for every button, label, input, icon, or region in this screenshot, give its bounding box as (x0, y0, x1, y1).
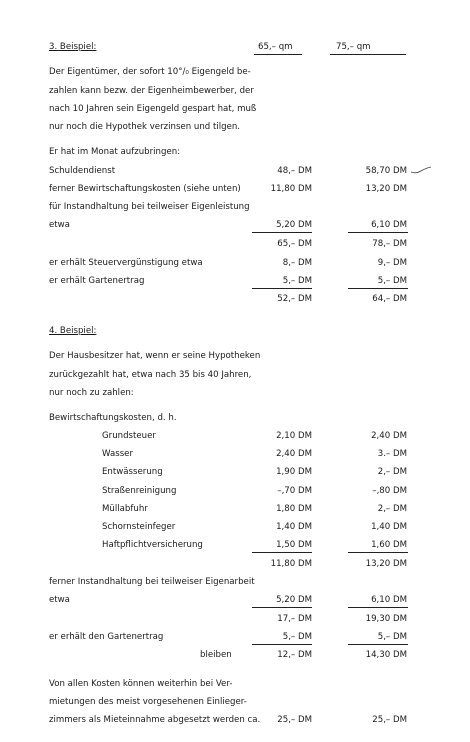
closing-v1: 25,– DM (277, 715, 312, 725)
sum-rule (252, 644, 312, 645)
sum-rule (252, 552, 312, 553)
cost-item-label: Entwässerung (102, 467, 163, 477)
remain-v1: 12,– DM (277, 650, 312, 660)
ex3-row-label: er erhält Steuervergünstigung etwa (49, 258, 203, 268)
cost-item-label: Straßenreinigung (102, 486, 177, 496)
ex3-intro-line-1: Der Eigentümer, der sofort 10°/₀ Eigengeld be- (49, 67, 251, 77)
ex3-row-label: ferner Bewirtschaftungskosten (siehe unten) (49, 184, 241, 194)
ex3-intro-line-2: zahlen kann bezw. der Eigenheimbewerber, der (49, 86, 254, 96)
ex3-intro-line-4: nur noch die Hypothek verzinsen und tilgen. (49, 122, 241, 132)
garden-v1: 5,– DM (282, 632, 312, 642)
cost-item-v1: 2,40 DM (276, 449, 312, 459)
cost-item-v1: 1,50 DM (276, 540, 312, 550)
ex4-intro-line-1: Der Hausbesitzer hat, wenn er seine Hypotheken (49, 351, 261, 361)
cost-item-v2: –,80 DM (372, 486, 407, 496)
ex3-row-label: Schuldendienst (49, 166, 116, 176)
subtotal-v2: 13,20 DM (365, 559, 407, 569)
example3-heading: 3. Beispiel: (49, 42, 97, 52)
maintenance-v1: 5,20 DM (276, 595, 312, 605)
closing-line-3: zimmers als Mieteinnahme abgesetzt werden ca. (49, 715, 261, 725)
garden-v2: 5,– DM (377, 632, 407, 642)
ex3-row-v2: 64,– DM (372, 294, 407, 304)
ex3-row-v1: 52,– DM (277, 294, 312, 304)
cost-item-v2: 2,40 DM (371, 431, 407, 441)
cost-item-v1: 1,40 DM (276, 522, 312, 532)
ex3-row-label: für Instandhaltung bei teilweiser Eigenleistung (49, 202, 250, 212)
maintenance-label-2: etwa (49, 595, 70, 605)
sum-rule (348, 232, 408, 233)
ex3-monthly-label: Er hat im Monat aufzubringen: (49, 147, 181, 157)
remain-v2: 14,30 DM (365, 650, 407, 660)
cost-item-label: Haftpflichtversicherung (102, 540, 203, 550)
cost-item-v2: 3.– DM (377, 449, 407, 459)
sum-rule (348, 644, 408, 645)
column-header-75qm: 75,– qm (336, 42, 371, 52)
ex3-row-v2: 5,– DM (377, 276, 407, 286)
ex3-row-v2: 6,10 DM (371, 220, 407, 230)
sum-rule (252, 288, 312, 289)
cost-item-label: Schornsteinfeger (102, 522, 176, 532)
cost-item-v1: 2,10 DM (276, 431, 312, 441)
sum-rule (348, 607, 408, 608)
cost-item-v1: 1,90 DM (276, 467, 312, 477)
total-v2: 19,30 DM (365, 614, 407, 624)
closing-line-2: mietungen des meist vorgesehenen Einlieger- (49, 697, 247, 707)
sum-rule (252, 607, 312, 608)
maintenance-v2: 6,10 DM (371, 595, 407, 605)
ex3-row-v2: 9,– DM (377, 258, 407, 268)
header-rule-1 (254, 54, 302, 55)
ex3-row-v1: 5,20 DM (276, 220, 312, 230)
cost-item-v1: 1,80 DM (276, 504, 312, 514)
cost-item-v1: –,70 DM (277, 486, 312, 496)
garden-label: er erhält den Gartenertrag (49, 632, 164, 642)
remain-label: bleiben (200, 650, 232, 660)
cost-item-v2: 2,– DM (377, 504, 407, 514)
subtotal-v1: 11,80 DM (270, 559, 312, 569)
column-header-65qm: 65,– qm (258, 42, 293, 52)
maintenance-label-1: ferner Instandhaltung bei teilweiser Eigenarbeit (49, 577, 255, 587)
closing-v2: 25,– DM (372, 715, 407, 725)
ex3-row-v2: 58,70 DM (365, 166, 407, 176)
cost-item-label: Wasser (102, 449, 133, 459)
cost-item-label: Grundsteuer (102, 431, 156, 441)
ex4-intro-line-2: zurückgezahlt hat, etwa nach 35 bis 40 Jahren, (49, 370, 252, 380)
closing-line-1: Von allen Kosten können weiterhin bei Ver- (49, 679, 233, 689)
ex4-costs-label: Bewirtschaftungskosten, d. h. (49, 413, 177, 423)
cost-item-v2: 2,– DM (377, 467, 407, 477)
ex3-row-v2: 78,– DM (372, 239, 407, 249)
ex3-row-v1: 5,– DM (282, 276, 312, 286)
check-mark-icon (410, 165, 432, 175)
ex3-row-v1: 11,80 DM (270, 184, 312, 194)
header-rule-2 (330, 54, 406, 55)
cost-item-v2: 1,60 DM (371, 540, 407, 550)
ex3-row-label: er erhält Gartenertrag (49, 276, 145, 286)
ex3-row-label: etwa (49, 220, 70, 230)
sum-rule (348, 552, 408, 553)
cost-item-v2: 1,40 DM (371, 522, 407, 532)
total-v1: 17,– DM (277, 614, 312, 624)
ex3-row-v1: 8,– DM (282, 258, 312, 268)
sum-rule (348, 288, 408, 289)
example4-heading: 4. Beispiel: (49, 326, 97, 336)
sum-rule (252, 232, 312, 233)
ex3-intro-line-3: nach 10 Jahren sein Eigengeld gespart hat, muß (49, 104, 257, 114)
cost-item-label: Müllabfuhr (102, 504, 148, 514)
ex4-intro-line-3: nur noch zu zahlen: (49, 388, 134, 398)
ex3-row-v1: 65,– DM (277, 239, 312, 249)
ex3-row-v2: 13,20 DM (365, 184, 407, 194)
ex3-row-v1: 48,– DM (277, 166, 312, 176)
